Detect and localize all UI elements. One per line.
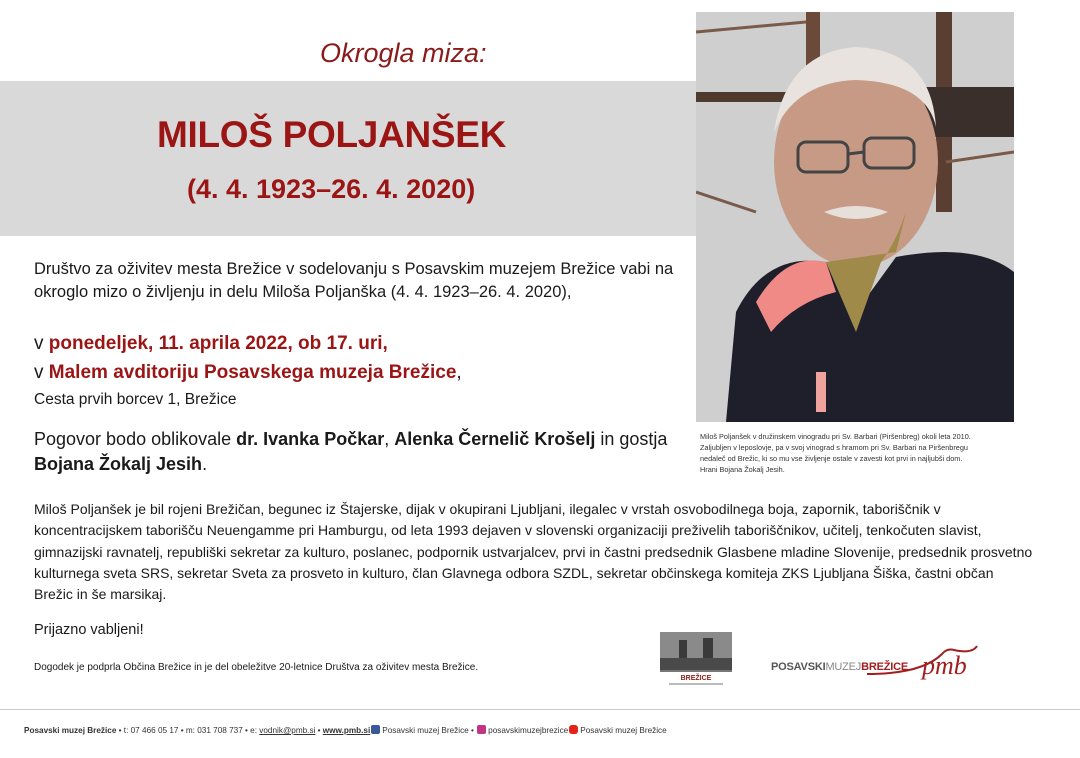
footer-phone: • t: 07 466 05 17 • m: 031 708 737 • e: <box>116 726 260 735</box>
sponsor-note: Dogodek je podprla Občina Brežice in je del obeležitve 20-letnice Društva za oživitev mesta Brežice. <box>34 662 479 673</box>
stamp-text: BREŽICE <box>680 675 712 682</box>
biography: Miloš Poljanšek je bil rojeni Brežičan, begunec iz Štajerske, dijak v okupirani Ljubljani, ilegalec v vrstah osvobodilnega boja, zapornik, taboriščnik v koncentracijskem taborišču Neuengamme pri Hamburgu, od leta 1993 dejaven v slovenski organizaciji preživelih taboriščnikov, učitelj, tenkočuten slavist, gimnazijski ravnatelj, republiški sekretar za kulturo, poslanec, podpornik ustvarjalcev, prvi in častni predsednik Glasbene mladine Slovenije, predsednik prosvetno kulturnega sveta SRS, sekretar Sveta za prosveto in kulturo, član Glavnega odbora SZDL, sekretar občinskega komiteja ZKS Ljubljana Šiška, častni občan Brežic in še marsikaj. <box>34 501 1033 603</box>
pmb-word-a: POSAVSKI <box>771 661 826 673</box>
footer-youtube[interactable]: Posavski muzej Brežice <box>580 726 667 735</box>
title-band <box>0 81 697 236</box>
talk-lead: Pogovor bodo oblikovale <box>34 429 237 449</box>
pmb-wordmark <box>771 661 908 673</box>
event-day: ponedeljek <box>48 333 149 354</box>
photo-caption <box>700 431 1020 475</box>
photo-caption-line: Miloš Poljanšek v družinskem vinogradu pri Sv. Barbari (Piršenbreg) okoli leta 2010. <box>700 432 971 441</box>
photo-caption-line: Zaljubljen v leposlovje, pa v svoj vinograd s hramom pri Sv. Barbari na Piršenbregu <box>700 443 968 452</box>
event-address: Cesta prvih borcev 1, Brežice <box>34 391 237 408</box>
castle-icon <box>659 630 733 688</box>
event-venue: Malem avditoriju Posavskega muzeja Brežice <box>48 362 457 383</box>
closing-greeting: Prijazno vabljeni! <box>34 622 144 638</box>
pmb-word-c: BREŽICE <box>861 661 908 673</box>
event-type-title: Okrogla miza: <box>320 38 487 68</box>
invitation-text: Društvo za oživitev mesta Brežice v sodelovanju s Posavskim muzejem Brežice vabi na okroglo mizo o življenju in delu Miloša Poljanška (4. 4. 1923–26. 4. 2020), <box>34 260 674 301</box>
portrait-photo <box>696 12 1014 422</box>
instagram-icon[interactable] <box>477 725 486 734</box>
youtube-icon[interactable] <box>569 725 578 734</box>
talk-end: . <box>202 454 208 474</box>
footer-contact <box>24 725 667 735</box>
event-location-prefix: v <box>34 362 49 383</box>
footer-facebook[interactable]: Posavski muzej Brežice <box>382 726 469 735</box>
facebook-icon[interactable] <box>371 725 380 734</box>
participant-2: Alenka Černelič Krošelj <box>394 429 596 449</box>
footer-email-link[interactable]: vodnik@pmb.si <box>259 726 316 735</box>
portrait-illustration <box>696 12 1014 422</box>
pmb-mark-text: pmb <box>922 651 967 680</box>
photo-caption-line: nedaleč od Brežic, ki so mu vse življenje ostale v zavesti kot prvi in najljubši dom. <box>700 454 963 463</box>
pmb-word-b: MUZEJ <box>825 661 862 673</box>
footer-org: Posavski muzej Brežice <box>24 726 117 735</box>
footer-web-link[interactable]: www.pmb.si <box>322 726 371 735</box>
event-venue-end: , <box>456 362 462 383</box>
event-location <box>34 362 462 384</box>
footer-instagram[interactable]: posavskimuzejbrezice <box>488 726 569 735</box>
participant-1: dr. Ivanka Počkar <box>236 429 385 449</box>
footer-sep: • <box>315 726 323 735</box>
person-dates: (4. 4. 1923–26. 4. 2020) <box>187 174 476 204</box>
talk-mid: in gostja <box>595 429 668 449</box>
person-name: MILOŠ POLJANŠEK <box>157 114 507 155</box>
talk-sep: , <box>384 429 395 449</box>
event-date: , 11. aprila 2022, ob 17. uri, <box>148 333 388 354</box>
event-time <box>34 333 388 355</box>
event-time-prefix: v <box>34 333 49 354</box>
photo-caption-line: Hrani Bojana Žokalj Jesih. <box>700 465 785 474</box>
participant-guest: Bojana Žokalj Jesih <box>34 454 203 474</box>
talk-participants <box>34 427 674 477</box>
brezice-society-logo <box>659 630 733 688</box>
footer-divider <box>0 709 1080 710</box>
footer-sep: • <box>468 726 477 735</box>
